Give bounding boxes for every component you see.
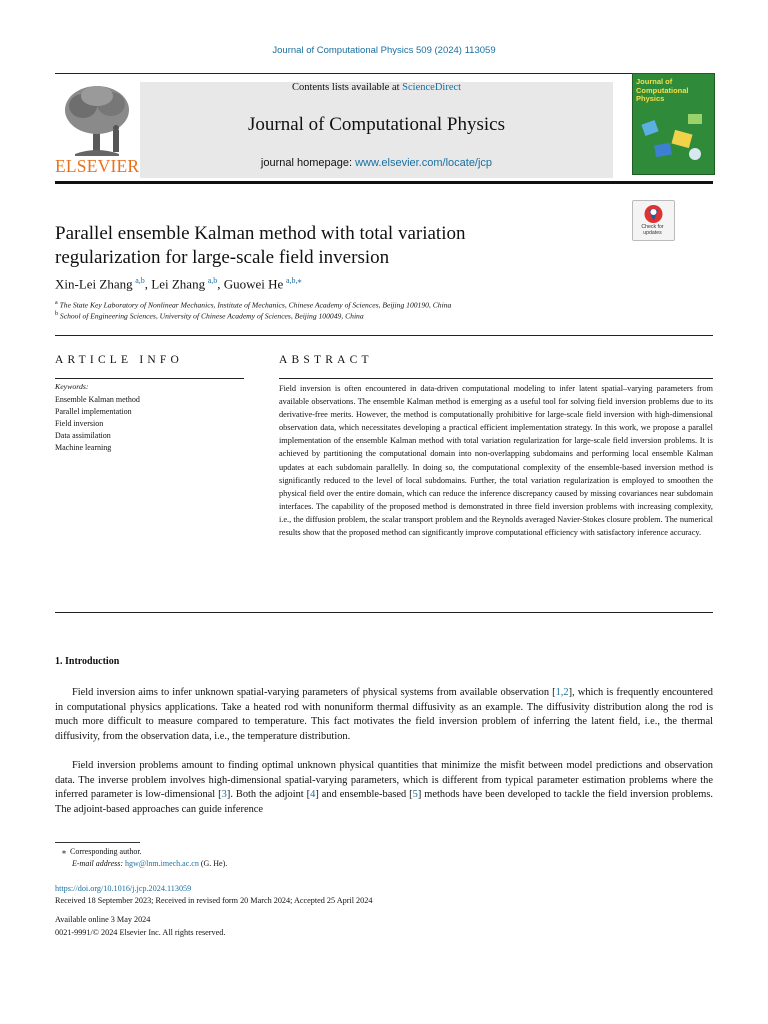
abstract-heading: ABSTRACT — [279, 354, 373, 366]
author-list: Xin-Lei Zhang $^{a,b}$, Lei Zhang $^{a,b}$, Guowei He $^{a,b,⁎}$ — [55, 276, 302, 292]
doi-link[interactable]: https://doi.org/10.1016/j.jcp.2024.113059 — [55, 884, 192, 893]
article-title-line-2: regularization for large-scale field inversion — [55, 247, 390, 268]
affiliation-mark: a — [55, 300, 58, 306]
keywords-list — [55, 394, 140, 454]
contents-prefix: Contents lists available at — [291, 82, 400, 93]
paragraph-text: ]. Both the adjoint [ — [226, 789, 311, 801]
masthead-top-rule — [55, 73, 713, 74]
email-link[interactable]: hgw@lnm.imech.ac.cn — [125, 859, 199, 868]
citation-link[interactable]: 3 — [221, 789, 227, 801]
intro-paragraph-1 — [55, 686, 713, 744]
author-name[interactable]: Xin-Lei Zhang — [55, 276, 133, 292]
article-info-rule — [55, 378, 244, 379]
citation-link[interactable]: 5 — [412, 789, 418, 801]
keyword-item: Machine learning — [55, 443, 112, 452]
journal-title: Journal of Computational Physics — [247, 114, 505, 135]
abstract-text: Field inversion is often encountered in data-driven computational modeling to infer latent spatial–varying parameters from available observations. The ensemble Kalman method is emerging as a useful tool for solving field inversion problems due to its derivative-free merits. However, the method is computationally prohibitive for large-scale field inversion with high-dimensional observation data, which necessitates developing a practical efficient implementation strategy. In this work, we propose a parallel implementation of the ensemble Kalman method with total variation regularization for large-scale field inversion problems. It is achieved by partitioning the computational domain into non-overlapping subdomains and performing local ensemble Kalman updates at each subdomain parallelly. In doing so, the computational complexity of the ensemble-based inversion method is significantly reduced to the level of local subdomains. Further, the total variation regularization is employed to smoothen the physical field over the entire domain, which can reduce the inference discrepancy caused by missing covariances near subdomain interfaces. The capability of the proposed method is demonstrated in three field inversion problems with increasing complexity, i.e., the diffusion problem, the scalar transport problem and the Reynolds averaged Navier-Stokes closure problem. The numerical results show that the proposed method can significantly improve computational efficiency with satisfactory inference accuracy. — [279, 384, 713, 538]
author-name[interactable]: Lei Zhang — [151, 276, 206, 292]
citation-link[interactable]: 4 — [310, 789, 316, 801]
footnote-rule — [55, 842, 140, 843]
affiliation-a — [55, 300, 695, 310]
keyword-item: Ensemble Kalman method — [55, 395, 140, 404]
email-note — [72, 859, 227, 868]
journal-citation[interactable]: Journal of Computational Physics 509 (2024) 113059 — [272, 45, 496, 56]
email-suffix: (G. He). — [200, 859, 228, 868]
footnote-text: Corresponding author. — [70, 847, 142, 856]
affiliation-mark: b — [55, 311, 58, 317]
citation-link[interactable]: 1,2 — [555, 687, 569, 698]
masthead-bottom-rule — [55, 181, 713, 184]
corresponding-author-note — [62, 847, 142, 856]
section-divider — [55, 335, 713, 336]
sciencedirect-link[interactable]: ScienceDirect — [402, 82, 462, 93]
keyword-item: Parallel implementation — [55, 407, 132, 416]
footnote-mark: ⁎ — [62, 847, 66, 856]
introduction-heading: 1. Introduction — [55, 656, 120, 667]
homepage-link[interactable]: www.elsevier.com/locate/jcp — [355, 157, 493, 169]
paragraph-text: ], which is frequently encountered in computational physics applications. Take a heated rod with nonuniform thermal diffusivity as an example. The diffusivity distribution along the rod is much more difficult to measure compared to temperature. This fact motivates the field inversion problem of inferring the latent field, i.e., the thermal diffusivity, from the observation data, i.e., the temperature distribution. — [55, 687, 713, 742]
author-affiliation-mark[interactable]: a,b — [207, 276, 218, 285]
affiliation-b — [55, 311, 695, 321]
keyword-item: Field inversion — [55, 419, 104, 428]
homepage-prefix: journal homepage: — [260, 157, 353, 169]
email-label: E-mail address: — [72, 859, 124, 868]
article-info-heading: ARTICLE INFO — [55, 354, 183, 366]
elsevier-wordmark: ELSEVIER — [55, 156, 140, 176]
cover-title: Journal of Computational Physics — [636, 77, 689, 103]
available-online: Available online 3 May 2024 — [55, 915, 151, 924]
section-divider — [55, 612, 713, 613]
author-affiliation-mark[interactable]: a,b — [135, 276, 145, 285]
paragraph-text: Field inversion problems amount to finding optimal unknown physical quantities that minimize the misfit between model predictions and observation data. The inverse problem involves high-dimensional spatial-varying parameters, which is different from typical parameter estimation problems where the inferred parameter is low-dimensional [ — [55, 760, 713, 801]
affiliation-text: School of Engineering Sciences, University of Chinese Academy of Sciences, Beijing 100049, China — [59, 311, 364, 321]
paragraph-text: ] methods have been developed to tackle the field inversion problems. The adjoint-based approaches can guide inference — [55, 789, 713, 815]
article-title-line-1: Parallel ensemble Kalman method with total variation — [55, 223, 466, 244]
affiliation-text: The State Key Laboratory of Nonlinear Mechanics, Institute of Mechanics, Chinese Academy of Sciences, Beijing 100190, China — [59, 300, 452, 310]
abstract-rule — [279, 378, 713, 379]
paragraph-text: Field inversion aims to infer unknown spatial-varying parameters of physical systems from available observation [ — [72, 687, 556, 698]
keyword-item: Data assimilation — [55, 431, 111, 440]
author-affiliation-mark[interactable]: a,b,⁎ — [285, 276, 302, 285]
homepage-line — [140, 157, 613, 169]
author-name[interactable]: Guowei He — [223, 276, 284, 292]
paragraph-text: ] and ensemble-based [ — [315, 789, 413, 801]
keywords-label: Keywords: — [55, 382, 89, 391]
check-for-updates-label: Check for updates — [641, 224, 664, 236]
article-title — [55, 222, 615, 270]
intro-paragraph-2 — [55, 759, 713, 817]
copyright-line: 0021-9991/© 2024 Elsevier Inc. All rights reserved. — [55, 928, 226, 937]
contents-line — [140, 82, 613, 93]
received-dates: Received 18 September 2023; Received in revised form 20 March 2024; Accepted 25 April 2024 — [55, 896, 373, 905]
